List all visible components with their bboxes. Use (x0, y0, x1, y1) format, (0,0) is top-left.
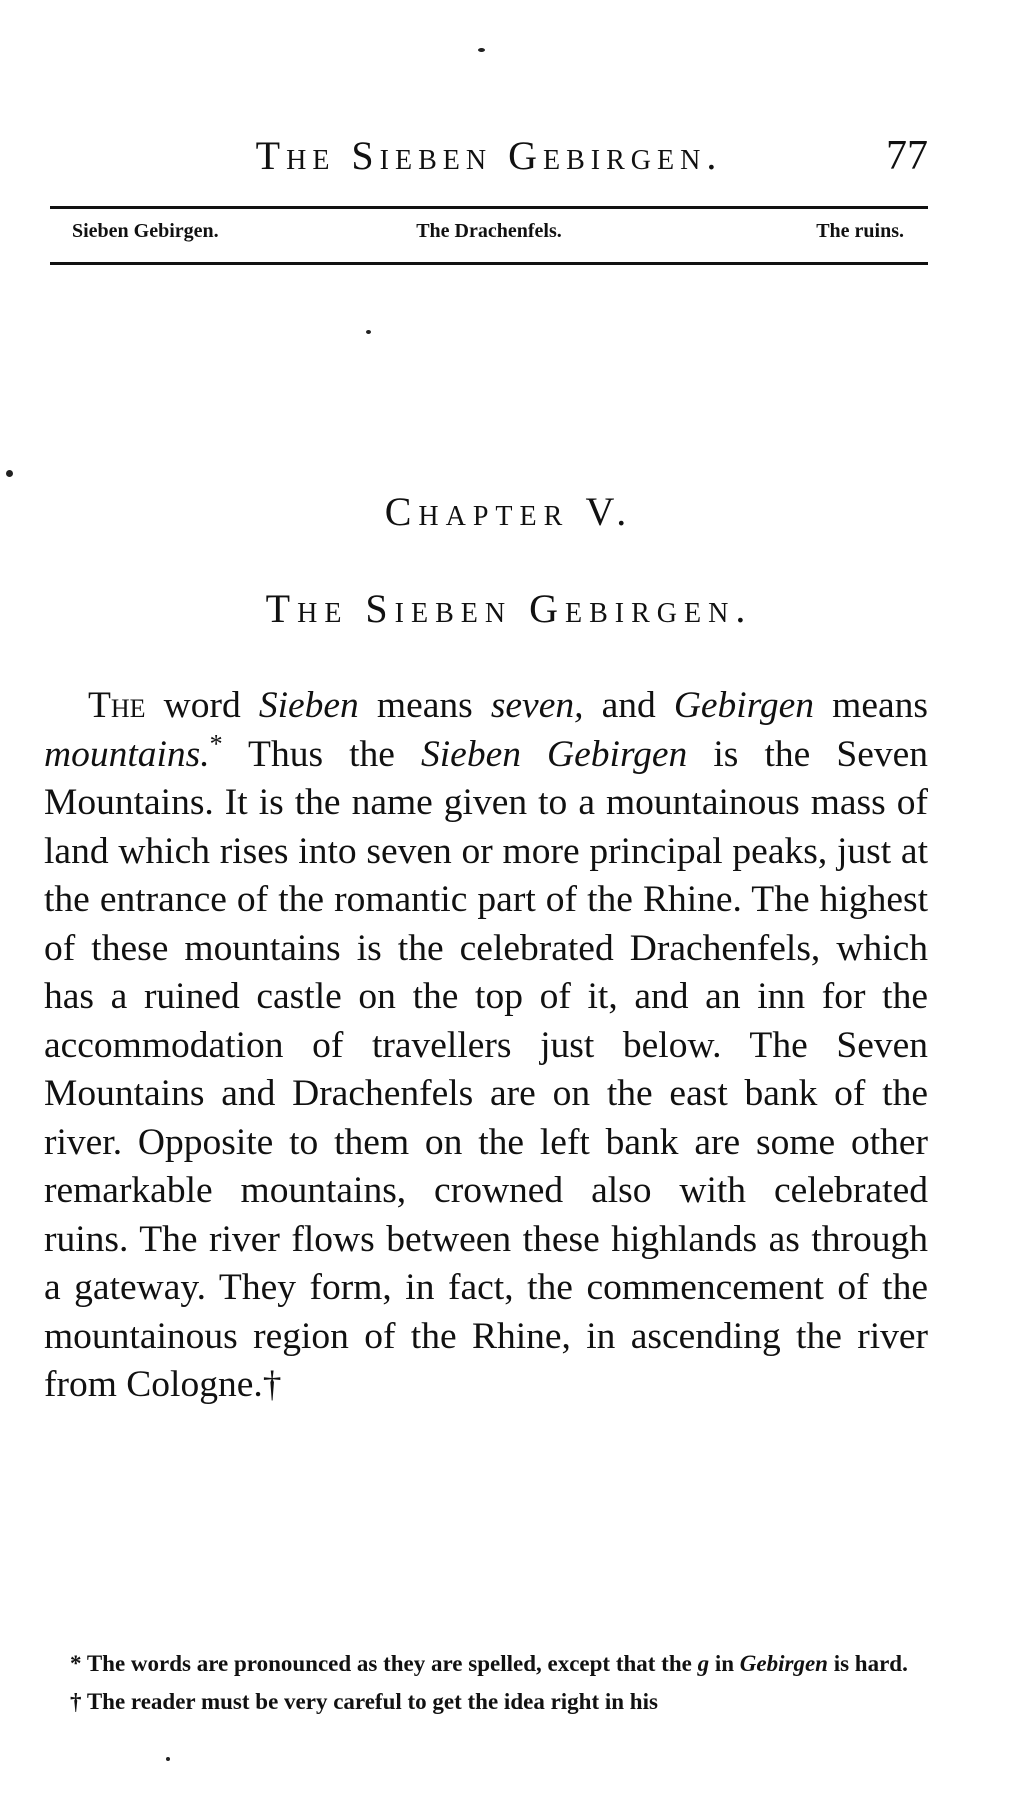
footnote-italic-run: g (697, 1651, 710, 1676)
footnote-ref-1: * (209, 729, 223, 758)
body-text-run: Thus the (222, 733, 422, 775)
footnote-mark: † (70, 1689, 82, 1714)
footnote-text-run: The words are pronounced as they are spelled, except that the (81, 1651, 698, 1676)
body-text-run: means (358, 685, 491, 726)
footnote-text-run: in (709, 1651, 740, 1676)
subhead-right: The ruins. (816, 220, 904, 242)
ink-speck (478, 48, 485, 52)
ink-speck (6, 470, 13, 477)
body-italic-run: mountains. (44, 733, 210, 775)
body-text-run: and (583, 685, 674, 726)
body-text-run: Cologne. (126, 1364, 263, 1405)
lead-word: The (88, 685, 146, 726)
footnote-1 (44, 1648, 928, 1680)
footnote-2 (44, 1686, 928, 1718)
header-rule-bottom (50, 262, 928, 265)
page-number: 77 (886, 133, 928, 179)
subhead-left: Sieben Gebirgen. (72, 220, 219, 242)
body-italic-run: Gebirgen (673, 685, 815, 726)
body-text-run: is the Seven Mountains. It is the name given to a mountainous mass of land which rises into seven or more principal peaks, just at the entrance of the romantic part of the Rhine. The highest of these mountains is the celebrated Drachenfels, which has a ruined castle on the top of it, and an inn for the accommodation of travellers just below. The Seven Mountains and Drachenfels are on the east bank of the river. Opposite to them on the left bank are some other remarkable mountains, crowned also with celebrated ruins. The river flows between these highlands as through a gateway. They form, in fact, the commencement of the mountainous region of the Rhine, in ascending the river from (44, 733, 928, 1405)
body-italic-run: Sieben (258, 685, 359, 726)
body-text-run: word (145, 685, 259, 726)
running-head (50, 132, 928, 192)
chapter-title: The Sieben Gebirgen. (265, 586, 753, 631)
ink-speck (366, 330, 371, 334)
footnote-text-run: is hard. (827, 1651, 908, 1676)
body-paragraph (44, 682, 928, 1410)
footnote-italic-run: Gebirgen (739, 1651, 828, 1676)
footnote-mark: * (70, 1651, 82, 1676)
body-italic-run: Sieben Gebirgen (421, 733, 688, 775)
chapter-number: Chapter V. (384, 489, 634, 534)
footnotes (44, 1648, 928, 1724)
body-italic-run: seven, (490, 685, 584, 726)
closing-word-group (126, 1364, 281, 1405)
ink-speck (166, 1757, 170, 1761)
subhead-center: The Drachenfels. (416, 220, 562, 242)
body-text-run: means (814, 685, 928, 726)
running-title: The Sieben Gebirgen. (255, 133, 723, 178)
footnote-text-run: The reader must be very careful to get the idea right in his (81, 1689, 658, 1714)
subheads-row (50, 216, 928, 250)
footnote-ref-2: † (262, 1364, 282, 1405)
header-rule-top (50, 206, 928, 209)
